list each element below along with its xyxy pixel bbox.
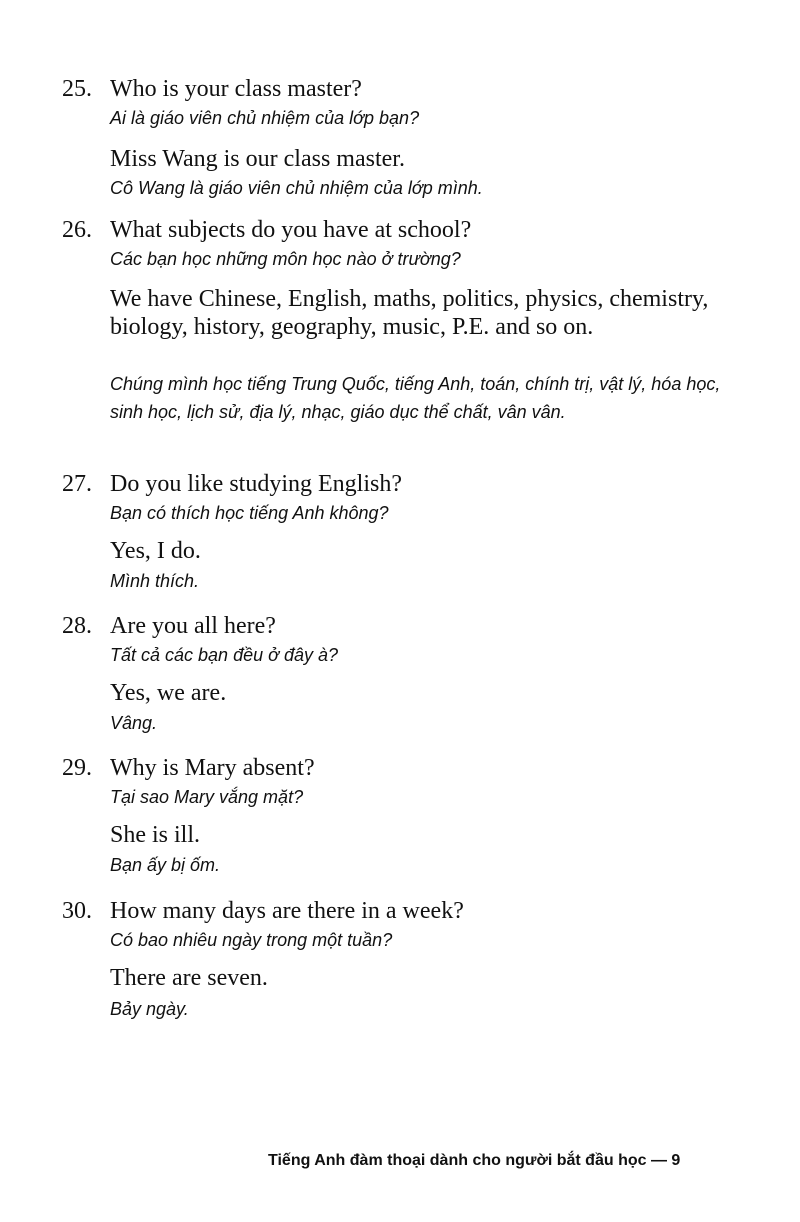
question-translation: Có bao nhiêu ngày trong một tuần? [110,930,393,950]
question-text: Do you like studying English? [110,471,402,497]
entry-number: 26. [62,217,92,243]
answer-translation: Vâng. [110,713,158,733]
answer-translation: Bảy ngày. [110,999,189,1019]
dialogue-entry-30 [0,896,800,1026]
answer-text: Yes, we are. [110,680,227,706]
answer-translation: Chúng mình học tiếng Trung Quốc, tiếng Anh, toán, chính trị, vật lý, hóa học, sinh học, lịch sử, địa lý, nhạc, giáo dục thể chất, vân vân. [110,374,721,422]
answer-text: We have Chinese, English, maths, politics, physics, chemistry, biology, history, geography, music, P.E. and so on. [110,286,709,340]
answer-text: Miss Wang is our class master. [110,146,405,172]
entry-number: 25. [62,76,92,102]
question-translation: Bạn có thích học tiếng Anh không? [110,503,389,523]
answer-translation: Mình thích. [110,571,200,591]
question-translation: Ai là giáo viên chủ nhiệm của lớp bạn? [110,108,420,128]
question-text: Who is your class master? [110,76,362,102]
dialogue-entry-27 [0,469,800,594]
dialogue-entry-28 [0,611,800,736]
entry-number: 30. [62,898,92,924]
page-footer: Tiếng Anh đàm thoại dành cho người bắt đầu học — 9 [268,1152,681,1169]
entry-number: 27. [62,471,92,497]
answer-text: There are seven. [110,965,268,991]
dialogue-entry-25 [0,74,800,204]
answer-text: Yes, I do. [110,538,201,564]
question-text: What subjects do you have at school? [110,217,472,243]
question-text: Why is Mary absent? [110,755,315,781]
question-text: How many days are there in a week? [110,898,464,924]
answer-translation: Cô Wang là giáo viên chủ nhiệm của lớp mình. [110,178,483,198]
answer-translation: Bạn ấy bị ốm. [110,855,221,875]
question-translation: Các bạn học những môn học nào ở trường? [110,249,461,269]
question-text: Are you all here? [110,613,276,639]
dialogue-entry-29 [0,753,800,878]
entry-number: 29. [62,755,92,781]
question-translation: Tại sao Mary vắng mặt? [110,787,304,807]
question-translation: Tất cả các bạn đều ở đây à? [110,645,339,665]
dialogue-entry-26 [0,215,800,460]
answer-text: She is ill. [110,822,201,848]
entry-number: 28. [62,613,92,639]
